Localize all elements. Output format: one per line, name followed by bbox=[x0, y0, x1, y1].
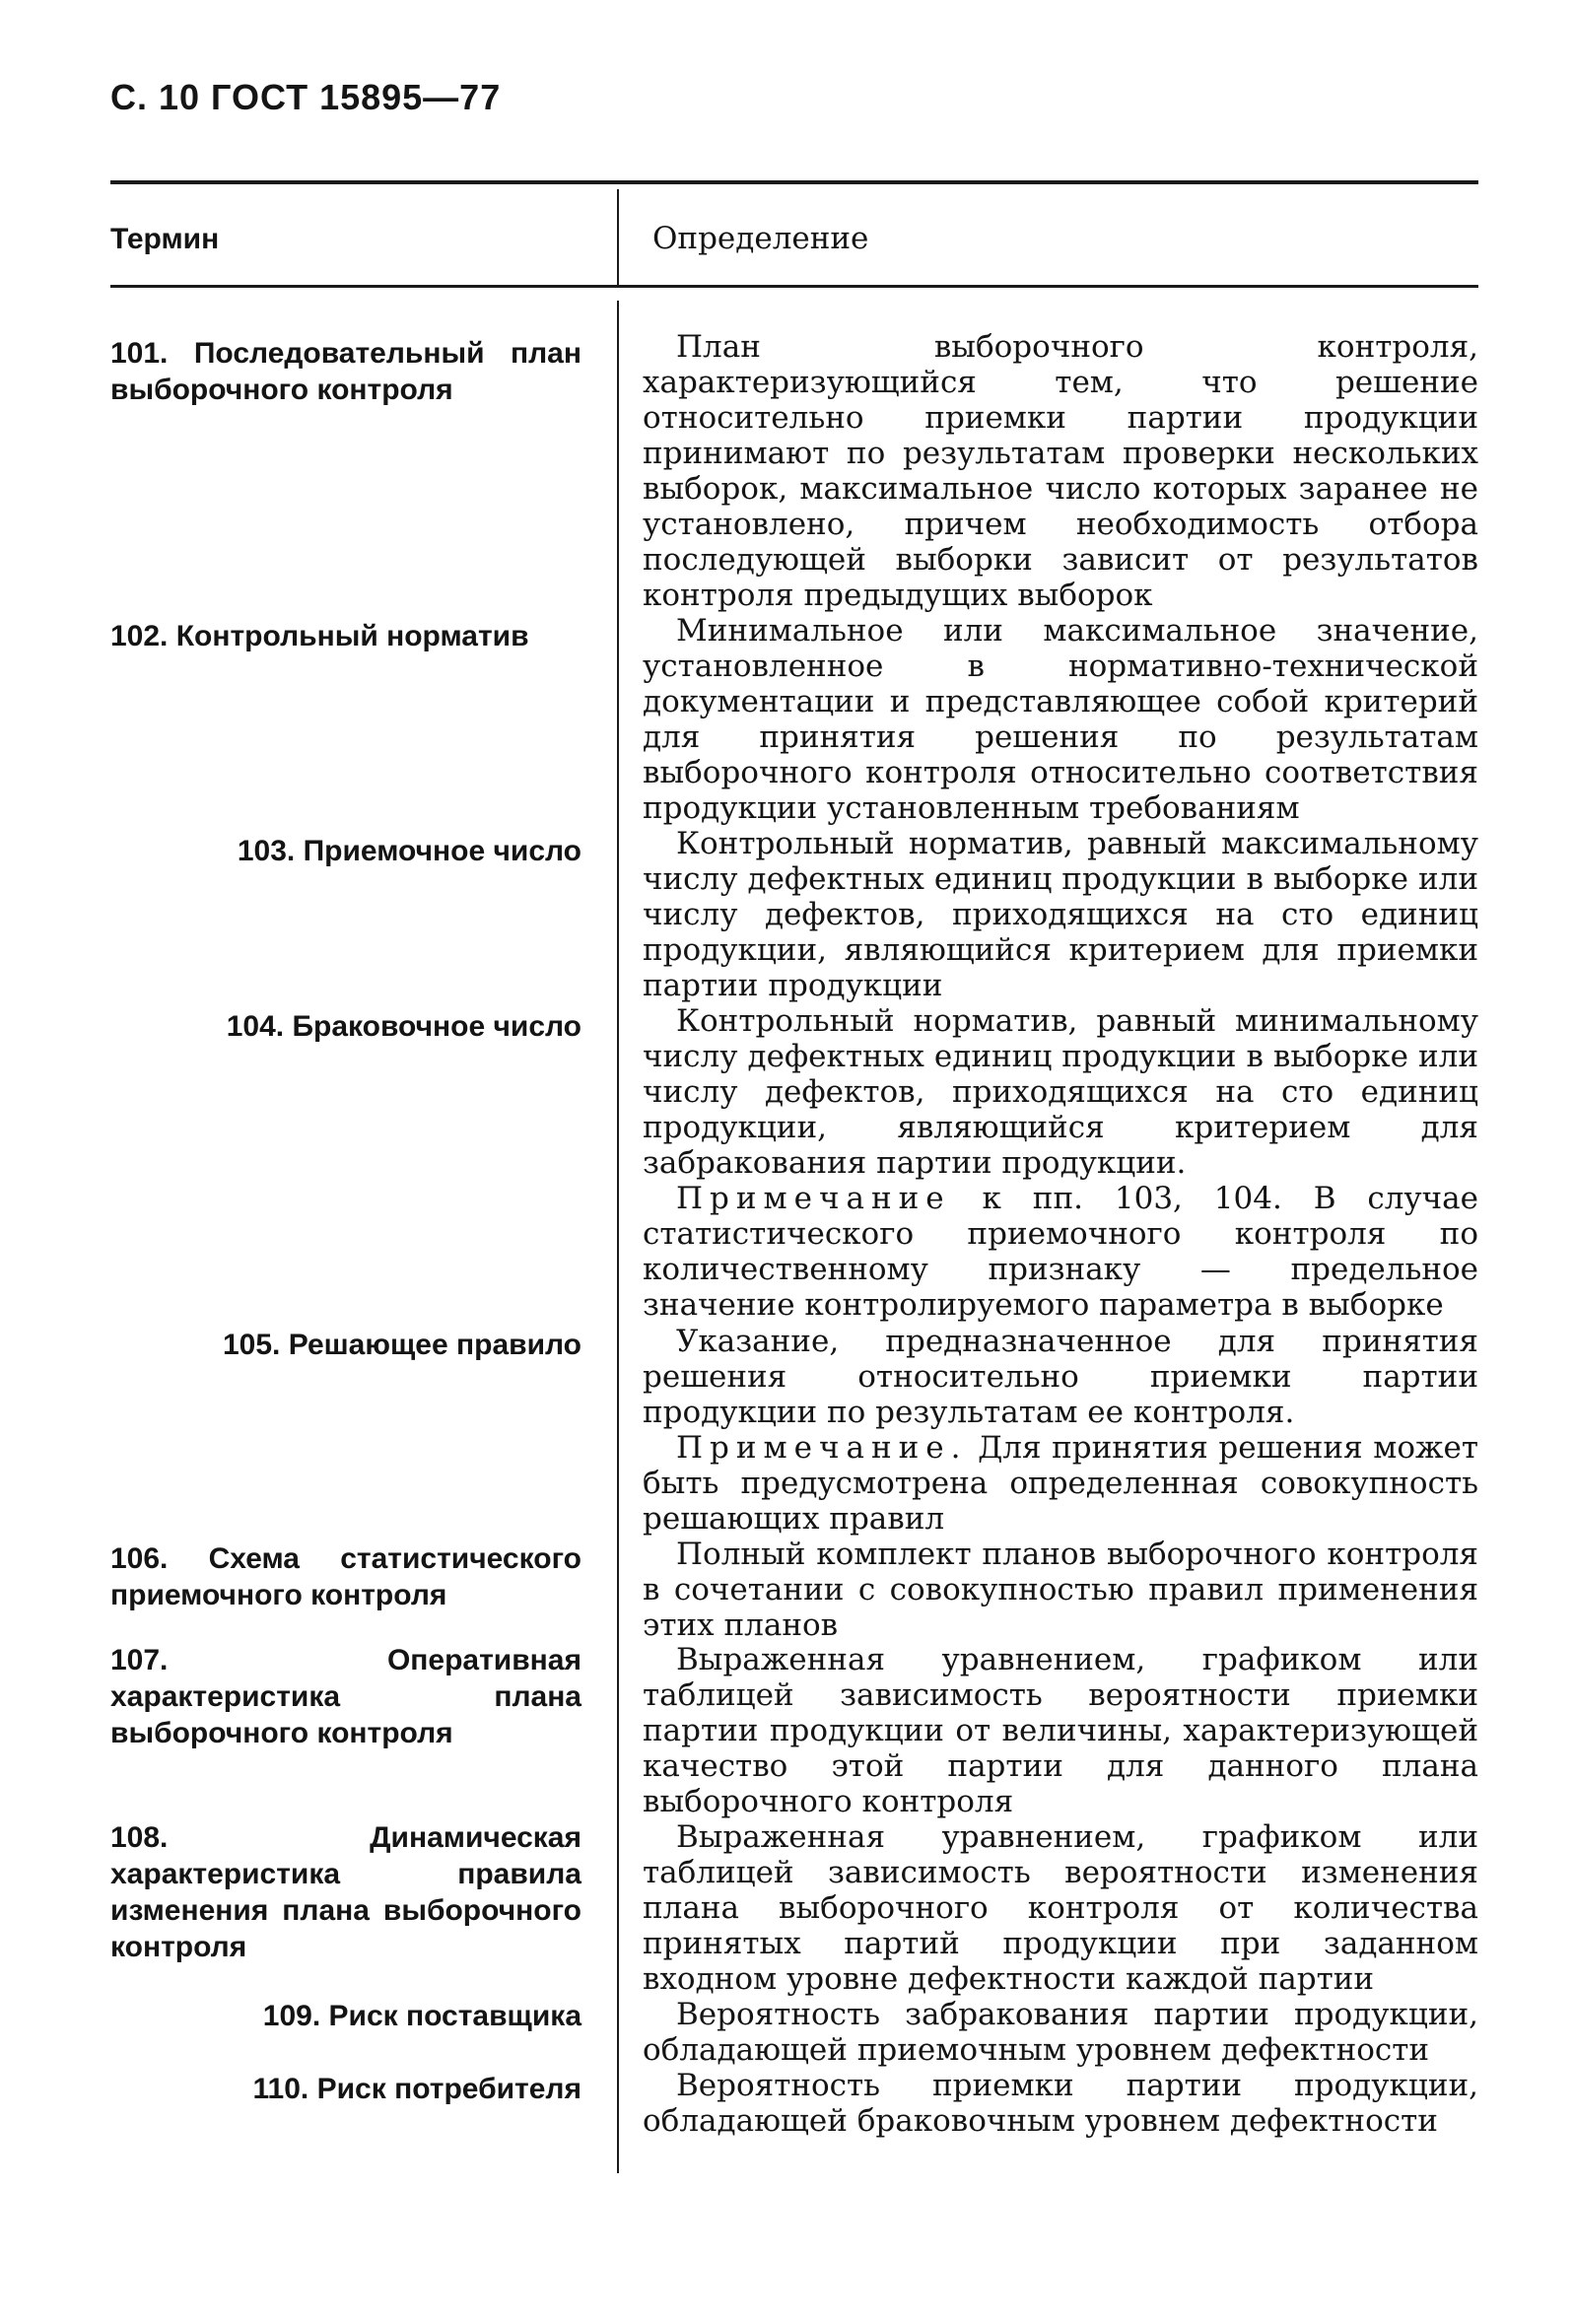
note-105-text: Для принятия решения может быть предусмотрена определенная совокупность решающих правил bbox=[643, 1430, 1478, 1537]
term-103: 103. Приемочное число bbox=[237, 835, 581, 867]
note-104 bbox=[643, 1181, 1478, 1323]
definition-110: Вероятность приемки партии продукции, обладающей браковочным уровнем дефектности bbox=[643, 2068, 1478, 2139]
term-107: 107. Оперативная характеристика плана выборочного контроля bbox=[110, 1644, 581, 1749]
definition-109: Вероятность забракования партии продукции, обладающей приемочным уровнем дефектности bbox=[643, 1997, 1478, 2068]
term-106: 106. Схема статистического приемочного контроля bbox=[110, 1542, 581, 1611]
note-104-text: к пп. 103, 104. В случае статистического приемочного контроля по количественному признаку — предельное значение контролируемого параметра в выборке bbox=[643, 1181, 1478, 1323]
definition-106: Полный комплект планов выборочного контроля в сочетании с совокупностью правил применения этих планов bbox=[643, 1537, 1478, 1643]
note-104-label: Примечание bbox=[676, 1181, 951, 1216]
term-109: 109. Риск поставщика bbox=[262, 2000, 581, 2032]
term-105: 105. Решающее правило bbox=[223, 1329, 581, 1361]
definition-102: Минимальное или максимальное значение, установленное в нормативно-технической документации и представляющее собой критерий для принятия решения по результатам выборочного контроля относительно соответствия продукции установленным требованиям bbox=[643, 613, 1478, 826]
definition-108: Выраженная уравнением, графиком или таблицей зависимость вероятности изменения плана выборочного контроля от количества принятых партий продукции при заданном входном уровне дефектности каждой партии bbox=[643, 1819, 1478, 1997]
definition-101: План выборочного контроля, характеризующийся тем, что решение относительно приемки партии продукции принимают по результатам проверки нескольких выборок, максимальное число которых заранее не установлено, причем необходимость отбора последующей выборки зависит от результатов контроля предыдущих выборок bbox=[643, 329, 1478, 613]
definition-103: Контрольный норматив, равный максимальному числу дефектных единиц продукции в выборке или числу дефектов, приходящихся на сто единиц продукции, являющийся критерием для приемки партии продукции bbox=[643, 826, 1478, 1003]
body-column-divider bbox=[617, 301, 619, 2173]
column-header-definition: Определение bbox=[652, 221, 869, 256]
definition-107: Выраженная уравнением, графиком или таблицей зависимость вероятности приемки партии продукции от величины, характеризующей качество этой партии для данного плана выборочного контроля bbox=[643, 1642, 1478, 1819]
column-header-term: Термин bbox=[110, 223, 220, 255]
term-110: 110. Риск потребителя bbox=[252, 2073, 581, 2105]
term-102: 102. Контрольный норматив bbox=[110, 620, 529, 652]
page-header: С. 10 ГОСТ 15895—77 bbox=[110, 77, 502, 117]
note-105-label: Примечание. bbox=[676, 1430, 968, 1466]
term-108: 108. Динамическая характеристика правила изменения плана выборочного контроля bbox=[110, 1821, 581, 1963]
note-105 bbox=[643, 1430, 1478, 1537]
table-header-rule bbox=[110, 285, 1478, 288]
definition-105: Указание, предназначенное для принятия решения относительно приемки партии продукции по результатам ее контроля. bbox=[643, 1324, 1478, 1430]
table-top-rule bbox=[110, 180, 1478, 184]
term-101: 101. Последовательный план выборочного контроля bbox=[110, 337, 581, 406]
term-104: 104. Браковочное число bbox=[226, 1010, 581, 1043]
definition-104: Контрольный норматив, равный минимальному числу дефектных единиц продукции в выборке или числу дефектов, приходящихся на сто единиц продукции, являющийся критерием для забракования партии продукции. bbox=[643, 1003, 1478, 1181]
